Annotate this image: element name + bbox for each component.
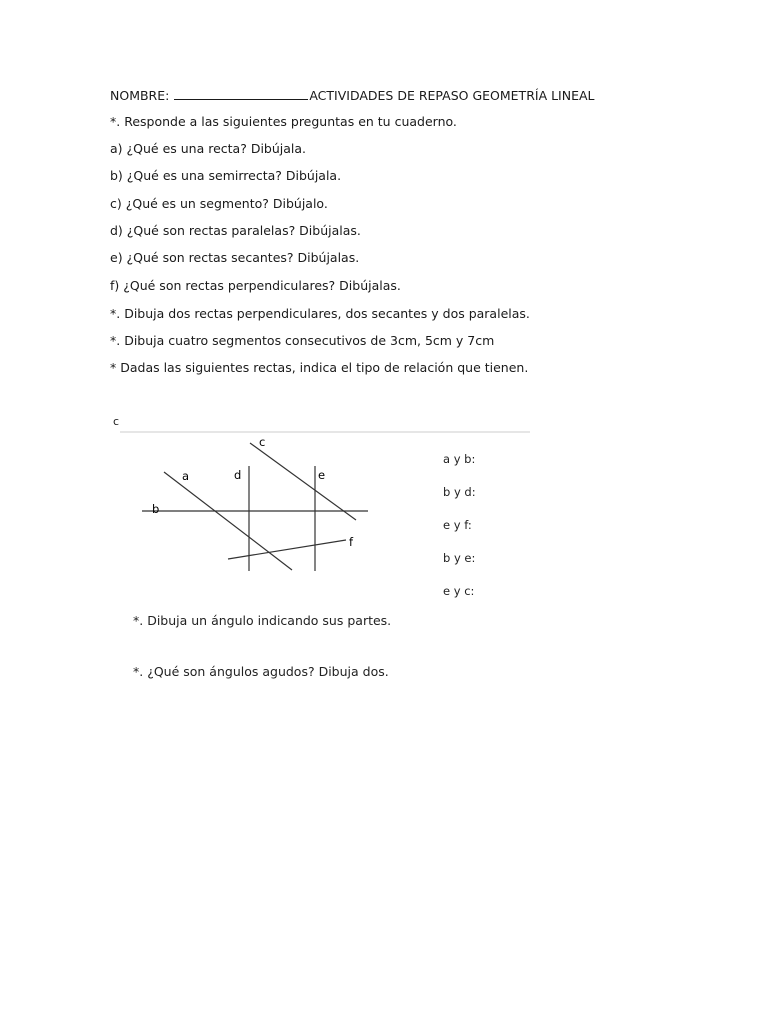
header-line [110, 88, 595, 104]
name-label: NOMBRE: [110, 88, 174, 103]
worksheet-title: ACTIVIDADES DE REPASO GEOMETRÍA LINEAL [309, 88, 595, 103]
answer-a-b: a y b: [443, 452, 476, 466]
answer-e-c: e y c: [443, 584, 475, 598]
line-f [228, 540, 346, 559]
stray-label: c [113, 415, 120, 428]
question-e: e) ¿Qué son rectas secantes? Dibújalas. [110, 250, 360, 265]
lines-figure [120, 428, 540, 608]
instruction-respond: *. Responde a las siguientes preguntas en tu cuaderno. [110, 114, 457, 129]
instruction-relations: * Dadas las siguientes rectas, indica el tipo de relación que tienen. [110, 360, 529, 375]
answer-e-f: e y f: [443, 518, 472, 532]
line-a [164, 472, 292, 570]
label-c: c [259, 435, 266, 449]
instruction-acute-angles: *. ¿Qué son ángulos agudos? Dibuja dos. [133, 664, 389, 679]
instruction-draw-lines: *. Dibuja dos rectas perpendiculares, dos secantes y dos paralelas. [110, 306, 530, 321]
label-d: d [234, 468, 242, 482]
label-a: a [182, 469, 190, 483]
question-d: d) ¿Qué son rectas paralelas? Dibújalas. [110, 223, 361, 238]
label-f: f [349, 535, 354, 549]
question-c: c) ¿Qué es un segmento? Dibújalo. [110, 196, 328, 211]
question-b: b) ¿Qué es una semirrecta? Dibújala. [110, 168, 342, 183]
line-c [250, 443, 356, 520]
answer-b-e: b y e: [443, 551, 476, 565]
question-a: a) ¿Qué es una recta? Dibújala. [110, 141, 307, 156]
instruction-draw-segments: *. Dibuja cuatro segmentos consecutivos de 3cm, 5cm y 7cm [110, 333, 495, 348]
label-b: b [152, 502, 160, 516]
name-blank [174, 88, 308, 100]
label-e: e [318, 468, 326, 482]
question-f: f) ¿Qué son rectas perpendiculares? Dibújalas. [110, 278, 401, 293]
answer-b-d: b y d: [443, 485, 476, 499]
instruction-draw-angle: *. Dibuja un ángulo indicando sus partes. [133, 613, 392, 628]
